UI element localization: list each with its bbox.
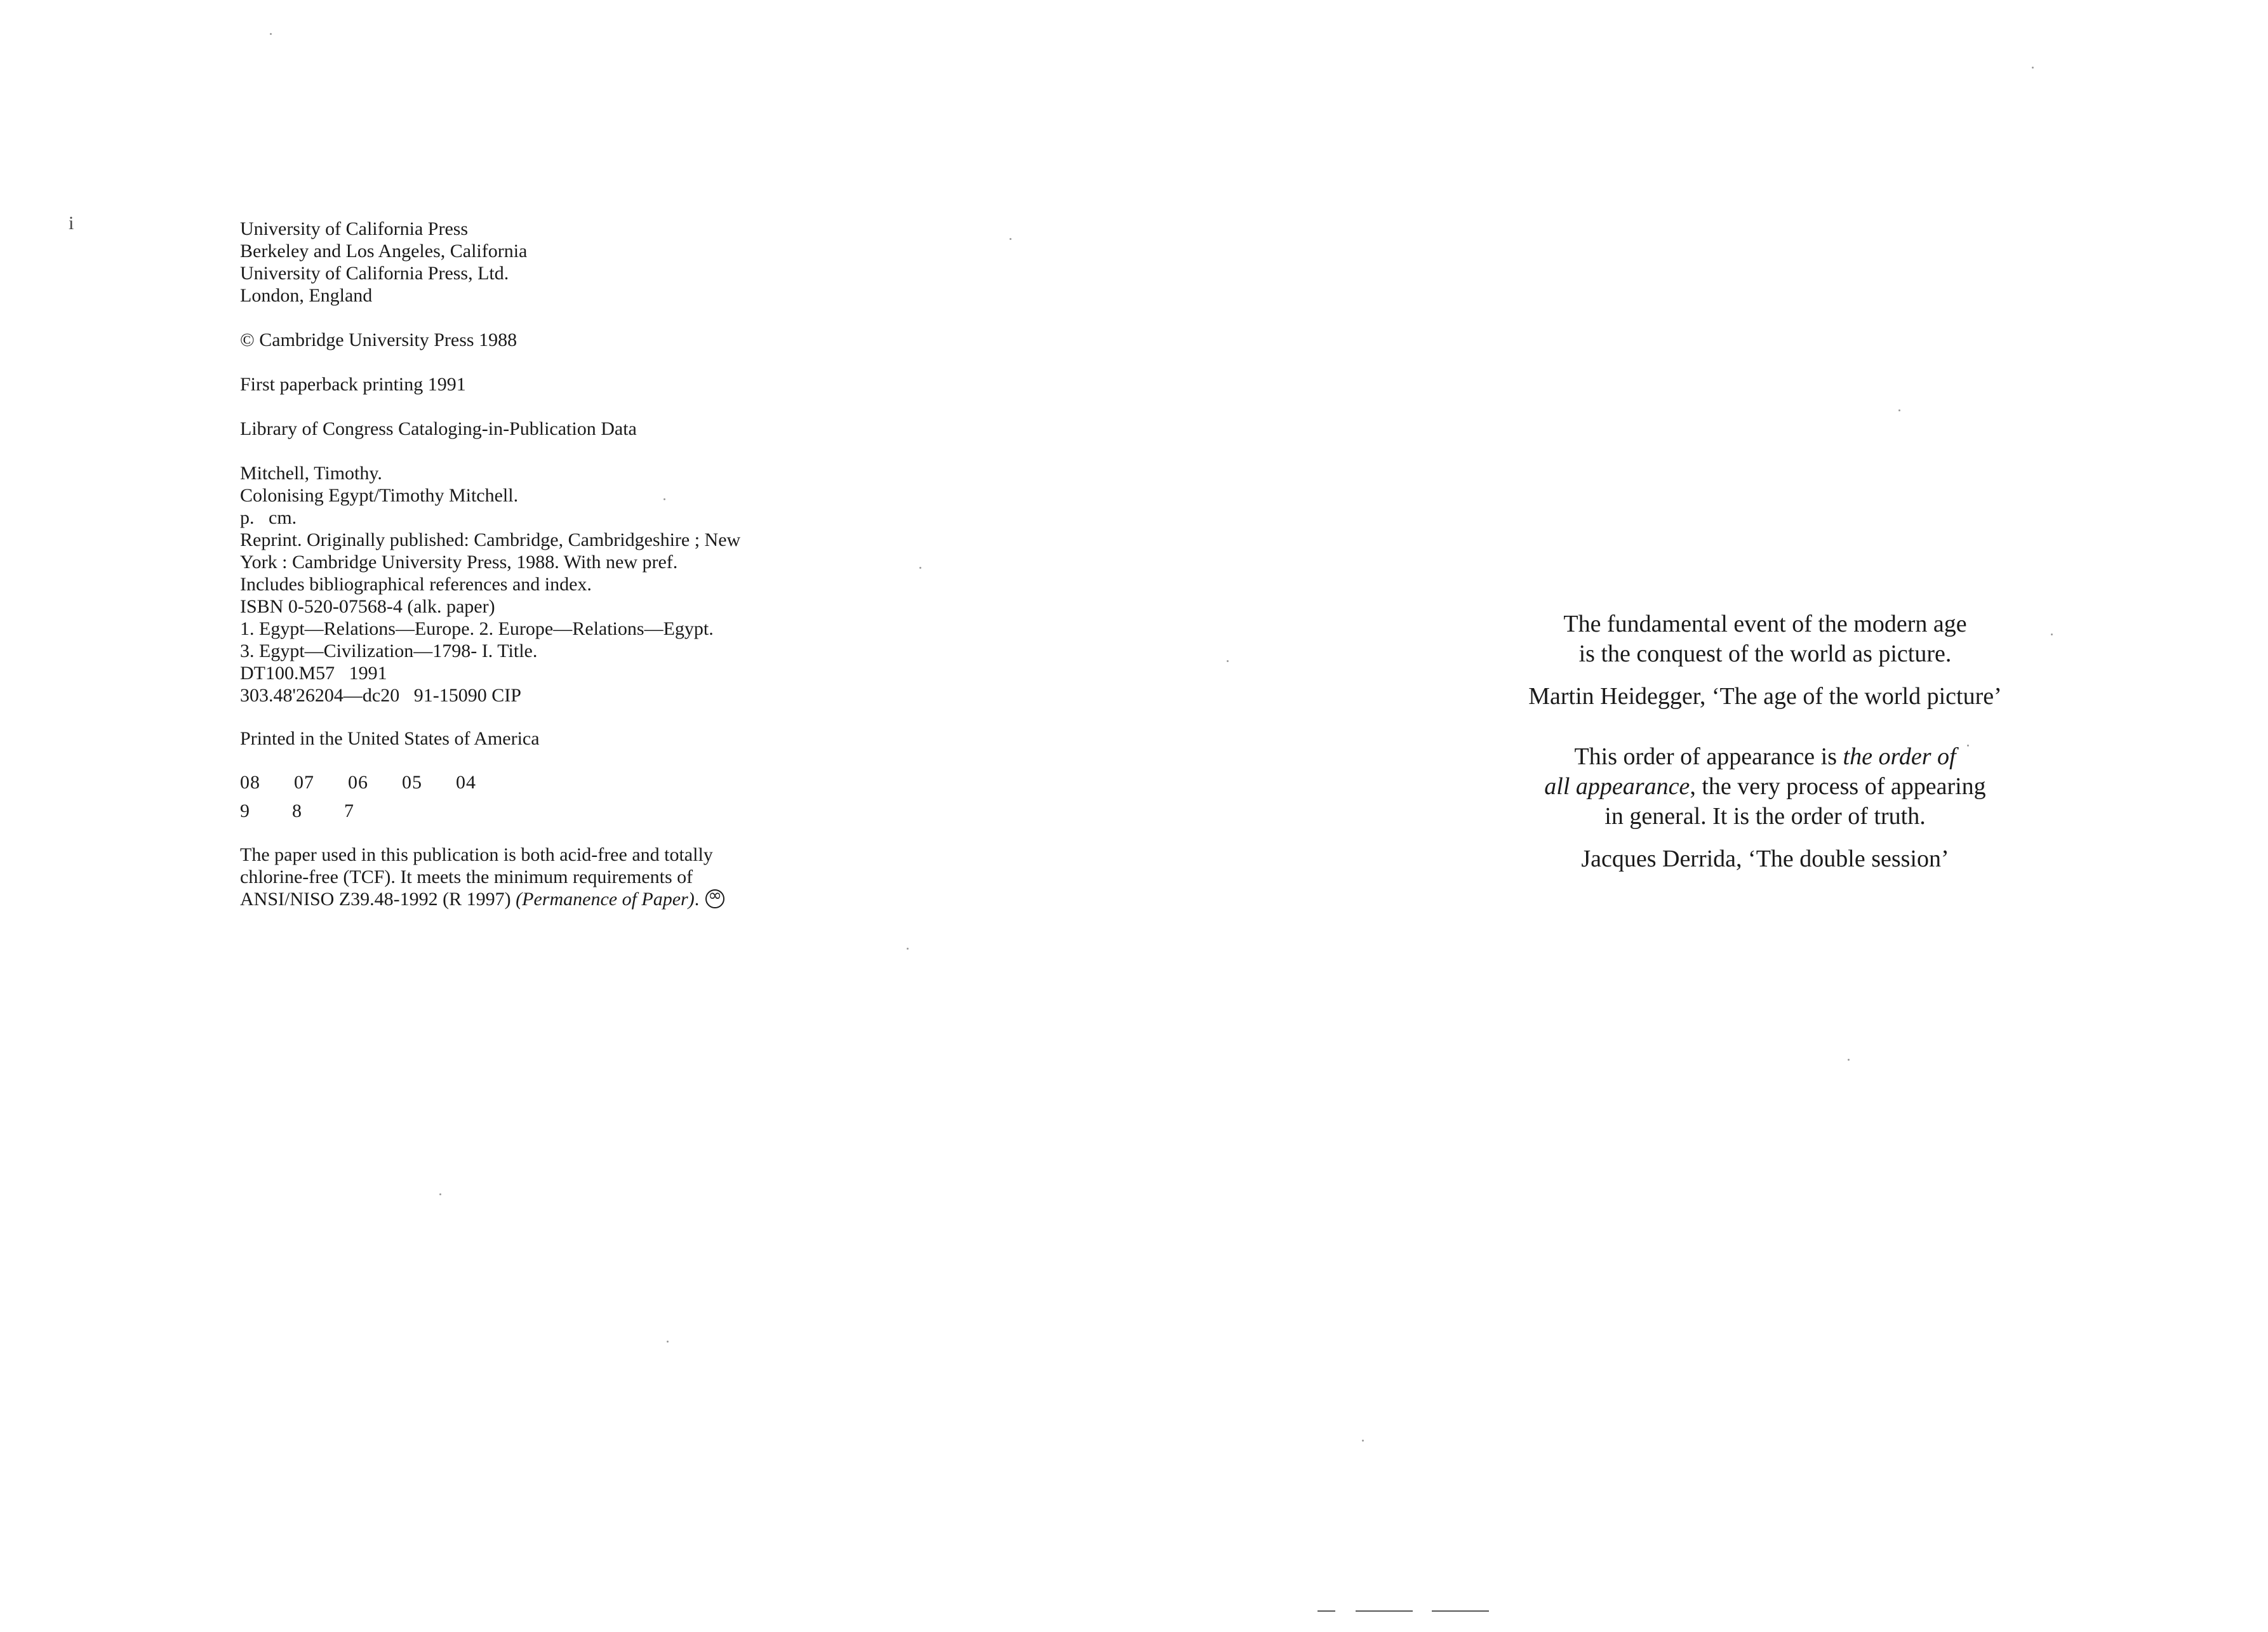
scan-speck [2032,67,2034,69]
epigraph-italic: the order of [1843,743,1956,770]
scan-artifact-line [1356,1610,1413,1612]
scan-speck [1967,745,1969,746]
epigraphs [1448,609,2083,874]
scan-speck [1848,1059,1850,1061]
cip-heading: Library of Congress Cataloging-in-Publication Data [240,418,637,439]
scan-speck [439,1193,441,1195]
publisher-line: University of California Press [240,218,469,239]
epigraph-line [1448,772,2083,802]
scan-speck [919,567,921,569]
cip-line: York : Cambridge University Press, 1988. With new pref. [240,552,678,573]
copyright-page [240,218,875,910]
epigraph-italic: all appearance [1544,773,1690,800]
permanence-of-paper: (Permanence of Paper) [516,889,695,910]
cip-block [240,462,875,707]
scan-speck [1362,1440,1364,1442]
cip-line: Includes bibliographical references and index. [240,574,592,595]
margin-mark: i [69,213,74,234]
scan-speck [2051,634,2053,635]
recycle-icon [705,889,724,908]
scan-artifact-line [1317,1610,1335,1612]
publisher-block [240,218,875,307]
scan-speck [907,948,909,950]
cip-line: Colonising Egypt/Timothy Mitchell. [240,485,519,506]
scan-artifact-line [1432,1610,1489,1612]
paper-line: chlorine-free (TCF). It meets the minimum requirements of [240,866,693,887]
printing-numbers: 9 8 7 [240,800,354,821]
publisher-line: London, England [240,285,373,306]
cip-line: 3. Egypt—Civilization—1798- I. Title. [240,640,538,661]
cip-line: 1. Egypt—Relations—Europe. 2. Europe—Relations—Egypt. [240,618,714,639]
epigraph-derrida [1448,742,2083,874]
paper-line: The paper used in this publication is both acid-free and totally [240,844,713,865]
epigraph-line [1448,742,2083,772]
copyright-notice: © Cambridge University Press 1988 [240,329,517,350]
epigraph-heidegger [1448,609,2083,712]
scan-speck [664,498,665,500]
paper-notice [240,844,875,910]
paper-line-start: ANSI/NISO Z39.48-1992 (R 1997) [240,889,516,910]
epigraph-text: , the very process of appearing [1690,773,1986,800]
scan-speck [1227,660,1229,662]
scan-speck [1898,409,1900,411]
scan-speck [270,33,272,35]
scan-speck [1010,238,1011,240]
paper-line [240,888,875,910]
printed-in: Printed in the United States of America [240,728,540,749]
cip-line: DT100.M57 1991 [240,663,387,684]
cip-line: p. cm. [240,507,297,528]
printing-note: First paperback printing 1991 [240,374,466,395]
epigraph-attribution: Jacques Derrida, ‘The double session’ [1581,846,1949,872]
publisher-line: Berkeley and Los Angeles, California [240,241,528,262]
cip-line: Mitchell, Timothy. [240,463,382,484]
epigraph-line: is the conquest of the world as picture. [1578,640,1952,667]
scan-speck [667,1341,669,1343]
cip-line: Reprint. Originally published: Cambridge, Cambridgeshire ; New [240,529,741,550]
cip-line: 303.48'26204—dc20 91-15090 CIP [240,685,521,706]
epigraph-line: in general. It is the order of truth. [1604,803,1926,830]
epigraph-attribution: Martin Heidegger, ‘The age of the world picture’ [1528,683,2002,710]
cip-line: ISBN 0-520-07568-4 (alk. paper) [240,596,495,617]
paper-line-end: . [694,889,700,910]
publisher-line: University of California Press, Ltd. [240,263,509,284]
epigraph-line: The fundamental event of the modern age [1563,611,1967,637]
epigraph-text: This order of appearance is [1574,743,1843,770]
printing-numbers: 08 07 06 05 04 [240,772,476,793]
